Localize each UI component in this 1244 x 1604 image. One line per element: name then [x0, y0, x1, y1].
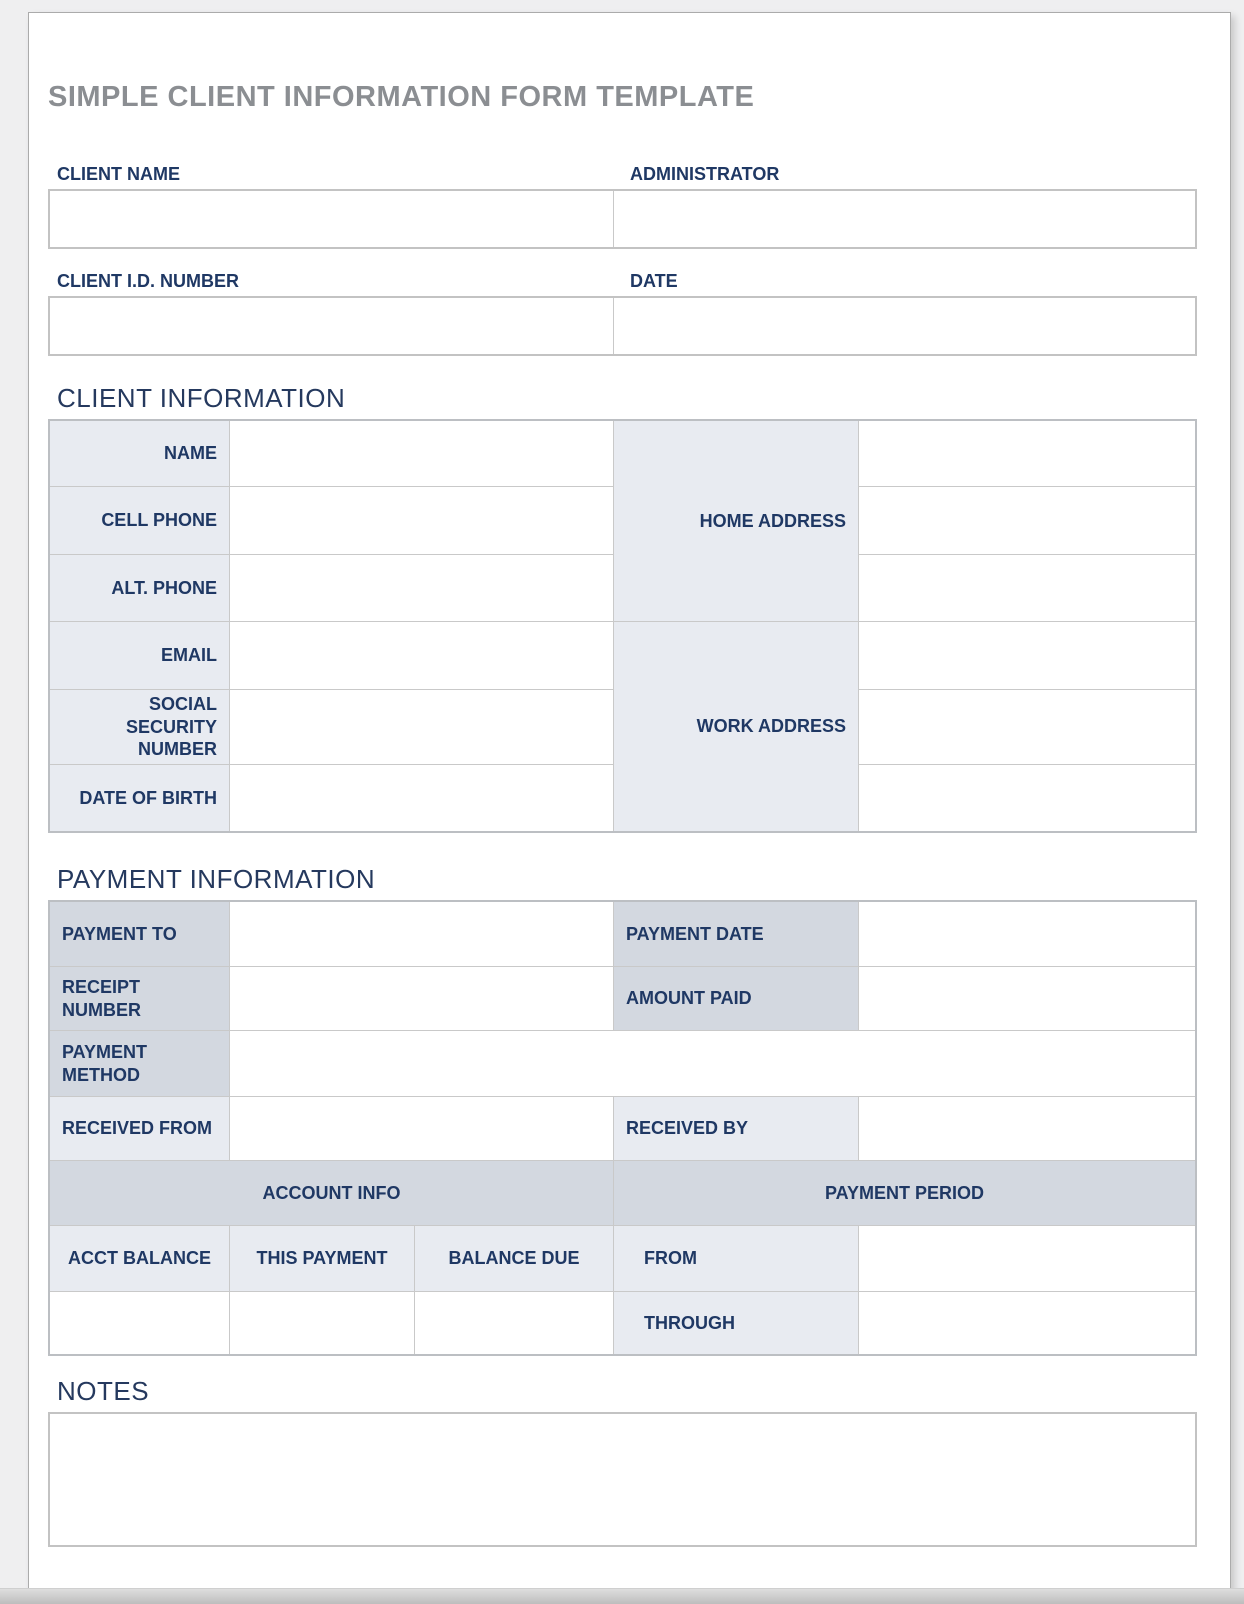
date-input[interactable]: [614, 298, 1195, 354]
through-input[interactable]: [859, 1292, 1195, 1354]
amount-paid-input[interactable]: [859, 967, 1195, 1031]
payment-period-header: PAYMENT PERIOD: [614, 1161, 1195, 1226]
notes-heading: NOTES: [57, 1376, 150, 1406]
balance-due-label: BALANCE DUE: [415, 1226, 614, 1292]
top-field-labels-row2: [48, 271, 1197, 296]
this-payment-input[interactable]: [230, 1292, 415, 1354]
acct-balance-label: ACCT BALANCE: [50, 1226, 230, 1292]
payment-to-label: PAYMENT TO: [50, 902, 230, 967]
balance-due-input[interactable]: [415, 1292, 614, 1354]
document-page: [28, 12, 1231, 1592]
window-bottom-bar: [0, 1588, 1244, 1604]
client-information-table: [48, 419, 1197, 833]
cell-phone-label: CELL PHONE: [50, 487, 230, 555]
email-input[interactable]: [230, 622, 614, 690]
name-input[interactable]: [230, 421, 614, 487]
date-of-birth-label: DATE OF BIRTH: [50, 765, 230, 831]
received-from-input[interactable]: [230, 1097, 614, 1161]
received-by-label: RECEIVED BY: [614, 1097, 859, 1161]
home-address-input-1[interactable]: [859, 421, 1195, 487]
through-label: THROUGH: [614, 1292, 859, 1354]
work-address-label: WORK ADDRESS: [614, 622, 859, 831]
client-id-number-label: CLIENT I.D. NUMBER: [57, 271, 239, 291]
acct-balance-input[interactable]: [50, 1292, 230, 1354]
client-information-heading: CLIENT INFORMATION: [57, 383, 346, 413]
payment-information-table: [48, 900, 1197, 1356]
client-name-input[interactable]: [50, 191, 614, 247]
top-field-boxes-row1: [48, 189, 1197, 249]
notes-input[interactable]: [48, 1412, 1197, 1547]
name-label: NAME: [50, 421, 230, 487]
from-label: FROM: [614, 1226, 859, 1292]
top-field-labels-row1: [48, 164, 1197, 189]
home-address-input-2[interactable]: [859, 487, 1195, 555]
payment-date-label: PAYMENT DATE: [614, 902, 859, 967]
received-by-input[interactable]: [859, 1097, 1195, 1161]
social-security-number-input[interactable]: [230, 690, 614, 765]
from-input[interactable]: [859, 1226, 1195, 1292]
alt-phone-label: ALT. PHONE: [50, 555, 230, 622]
home-address-label: HOME ADDRESS: [614, 421, 859, 622]
account-info-header: ACCOUNT INFO: [50, 1161, 614, 1226]
payment-method-input[interactable]: [230, 1031, 1195, 1097]
email-label: EMAIL: [50, 622, 230, 690]
work-address-input-3[interactable]: [859, 765, 1195, 831]
this-payment-label: THIS PAYMENT: [230, 1226, 415, 1292]
payment-date-input[interactable]: [859, 902, 1195, 967]
receipt-number-label: RECEIPT NUMBER: [50, 967, 230, 1031]
date-label: DATE: [630, 271, 678, 291]
payment-information-heading: PAYMENT INFORMATION: [57, 864, 376, 894]
top-field-boxes-row2: [48, 296, 1197, 356]
home-address-input-3[interactable]: [859, 555, 1195, 622]
social-security-number-label: SOCIAL SECURITY NUMBER: [50, 690, 230, 765]
amount-paid-label: AMOUNT PAID: [614, 967, 859, 1031]
payment-to-input[interactable]: [230, 902, 614, 967]
work-address-input-2[interactable]: [859, 690, 1195, 765]
received-from-label: RECEIVED FROM: [50, 1097, 230, 1161]
administrator-label: ADMINISTRATOR: [630, 164, 780, 184]
client-name-label: CLIENT NAME: [57, 164, 180, 184]
administrator-input[interactable]: [614, 191, 1195, 247]
cell-phone-input[interactable]: [230, 487, 614, 555]
receipt-number-input[interactable]: [230, 967, 614, 1031]
client-id-number-input[interactable]: [50, 298, 614, 354]
alt-phone-input[interactable]: [230, 555, 614, 622]
date-of-birth-input[interactable]: [230, 765, 614, 831]
work-address-input-1[interactable]: [859, 622, 1195, 690]
page-title: SIMPLE CLIENT INFORMATION FORM TEMPLATE: [48, 81, 755, 113]
payment-method-label: PAYMENT METHOD: [50, 1031, 230, 1097]
